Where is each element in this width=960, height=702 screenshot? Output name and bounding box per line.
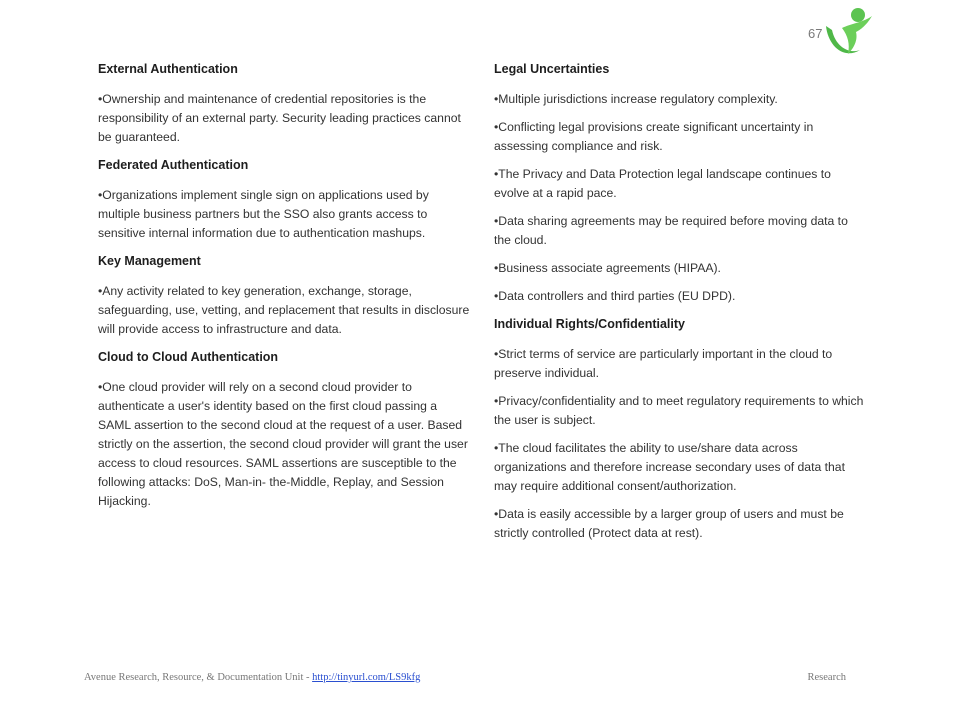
paragraph: •Conflicting legal provisions create significant uncertainty in assessing compliance and risk. <box>494 120 814 153</box>
paragraph: •Ownership and maintenance of credential repositories is the responsibility of an external party. Security leading practices cannot be guaranteed. <box>98 92 461 144</box>
paragraph: •Organizations implement single sign on applications used by multiple business partners but the SSO also grants access to sensitive internal information due to authentication mashups. <box>98 188 429 240</box>
paragraph: •Business associate agreements (HIPAA). <box>494 261 721 275</box>
section-title: Individual Rights/Confidentiality <box>494 317 685 331</box>
section-title: Cloud to Cloud Authentication <box>98 350 279 364</box>
paragraph: •Data is easily accessible by a larger group of users and must be strictly controlled (Protect data at rest). <box>494 507 844 540</box>
paragraph: •Strict terms of service are particularly important in the cloud to preserve individual. <box>494 347 833 380</box>
footer-link[interactable]: http://tinyurl.com/LS9kfg <box>312 672 421 683</box>
section-title: External Authentication <box>98 62 238 76</box>
footer-text: Avenue Research, Resource, & Documentation Unit - <box>84 672 313 683</box>
section-cloud-to-cloud-authentication <box>98 348 470 511</box>
footer <box>84 672 864 683</box>
section-title: Key Management <box>98 254 201 268</box>
paragraph: •Privacy/confidentiality and to meet regulatory requirements to which the user is subject. <box>494 394 864 427</box>
page-number: 67 <box>808 26 823 41</box>
left-column <box>98 60 470 520</box>
paragraph: •Multiple jurisdictions increase regulatory complexity. <box>494 92 778 106</box>
section-title: Federated Authentication <box>98 158 249 172</box>
section-title: Legal Uncertainties <box>494 62 610 76</box>
paragraph: •Data sharing agreements may be required before moving data to the cloud. <box>494 214 848 247</box>
section-individual-rights <box>494 315 866 543</box>
paragraph: •The cloud facilitates the ability to use/share data across organizations and therefore increase secondary uses of data that may require additional consent/authorization. <box>494 441 845 493</box>
paragraph: •One cloud provider will rely on a second cloud provider to authenticate a user's identity based on the first cloud passing a SAML assertion to the second cloud at the request of a user. Based strictly on the assertion, the second cloud provider will grant the user access to cloud resources. SAML assertions are susceptible to the following attacks: DoS, Man-in- the-Middle, Replay, and Session Hijacking. <box>98 380 468 508</box>
section-external-authentication <box>98 60 470 147</box>
section-federated-authentication <box>98 156 470 243</box>
person-logo-icon <box>820 4 874 64</box>
paragraph: •Any activity related to key generation, exchange, storage, safeguarding, use, vetting, and replacement that results in disclosure will provide access to infrastructure and data. <box>98 284 470 336</box>
section-legal-uncertainties <box>494 60 866 306</box>
paragraph: •The Privacy and Data Protection legal landscape continues to evolve at a rapid pace. <box>494 167 831 200</box>
footer-right-label: Research <box>807 672 846 683</box>
right-column <box>494 60 866 552</box>
paragraph: •Data controllers and third parties (EU DPD). <box>494 289 736 303</box>
section-key-management <box>98 252 470 339</box>
